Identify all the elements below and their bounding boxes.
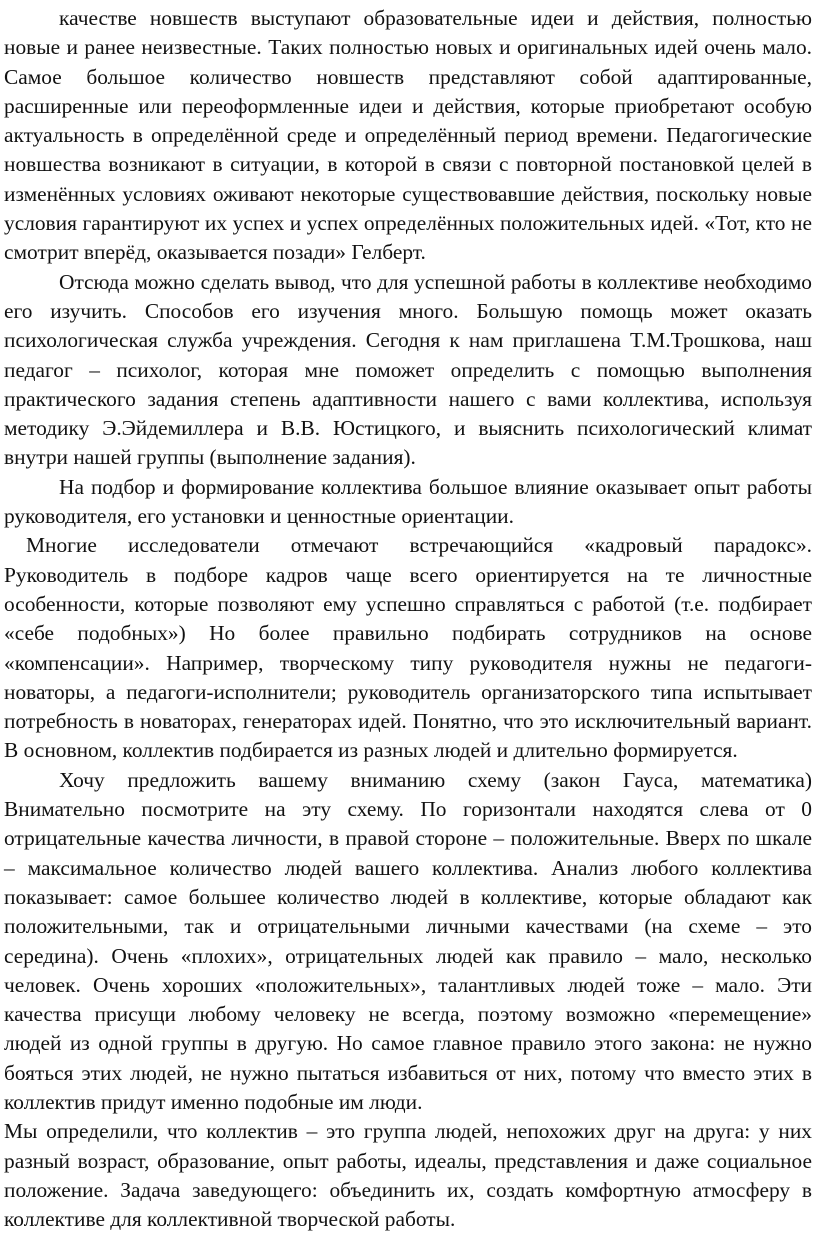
- paragraph-personnel-paradox: Многие исследователи отмечают встречающийся «кадровый парадокс». Руководитель в подборе кадров чаще всего ориентируется на те личностные особенности, которые позволяют ему успешно справляться с работой (т.е. подбирает «себе подобных») Но более правильно подбирать сотрудников на основе «компенсации». Например, творческому типу руководителя нужны не педагоги-новаторы, а педагоги-исполнители; руководитель организаторского типа испытывает потребность в новаторах, генераторах идей. Понятно, что это исключительный вариант. В основном, коллектив подбирается из разных людей и длительно формируется.: [4, 533, 812, 763]
- paragraph-gauss-scheme: Хочу предложить вашему вниманию схему (закон Гауса, математика) Внимательно посмотрите на эту схему. По горизонтали находятся слева от 0 отрицательные качества личности, в правой стороне – положительные. Вверх по шкале – максимальное количество людей вашего коллектива. Анализ любого коллектива показывает: самое большее количество людей в коллективе, которые обладают как положительными, так и отрицательными личными качествами (на схеме – это середина). Очень «плохих», отрицательных людей как правило – мало, несколько человек. Очень хороших «положительных», талантливых людей тоже – мало. Эти качества присущи любому человеку не всегда, поэтому возможно «перемещение» людей из одной группы в другую. Но самое главное правило этого закона: не нужно бояться этих людей, не нужно пытаться избавиться от них, потому что вместо этих в коллектив придут именно подобные им люди.: [4, 767, 812, 1114]
- paragraph-team-definition: Мы определили, что коллектив – это группа людей, непохожих друг на друга: у них разный возраст, образование, опыт работы, идеалы, представления и даже социальное положение. Задача заведующего: объединить их, создать комфортную атмосферу в коллективе для коллективной творческой работы.: [4, 1119, 812, 1232]
- paragraph-continuation-innovations: качестве новшеств выступают образовательные идеи и действия, полностью новые и ранее неизвестные. Таких полностью новых и оригинальных идей очень мало. Самое большое количество новшеств представляют собой адаптированные, расширенные или переоформленные идеи и действия, которые приобретают особую актуальность в определённой среде и определённый период времени. Педагогические новшества возникают в ситуации, в которой в связи с повторной постановкой целей в изменённых условиях оживают некоторые существовавшие действия, поскольку новые условия гарантируют их успех и успех определённых положительных идей. «Тот, кто не смотрит вперёд, оказывается позади» Гелберт.: [4, 6, 812, 265]
- paragraph-team-study: Отсюда можно сделать вывод, что для успешной работы в коллективе необходимо его изучить. Способов его изучения много. Большую помощь может оказать психологическая служба учреждения. Сегодня к нам приглашена Т.М.Трошкова, наш педагог – психолог, которая мне поможет определить с помощью выполнения практического задания степень адаптивности нашего с вами коллектива, используя методику Э.Эйдемиллера и В.В. Юстицкого, и выяснить психологический климат внутри нашей группы (выполнение задания).: [4, 269, 812, 470]
- paragraph-manager-experience: На подбор и формирование коллектива большое влияние оказывает опыт работы руководителя, его установки и ценностные ориентации.: [4, 474, 812, 529]
